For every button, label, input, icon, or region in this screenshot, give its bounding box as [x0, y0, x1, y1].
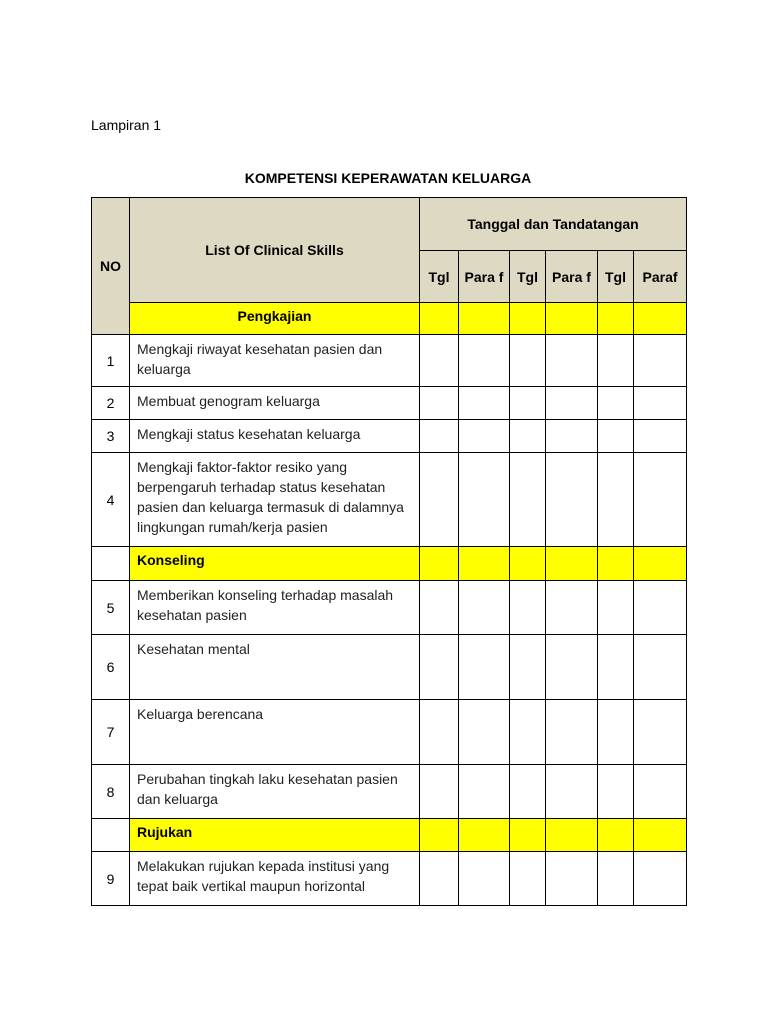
document-title: KOMPETENSI KEPERAWATAN KELUARGA: [244, 170, 532, 186]
signature-cell[interactable]: [510, 420, 546, 453]
signature-cell[interactable]: [598, 819, 634, 852]
signature-cell[interactable]: [598, 765, 634, 819]
signature-cell[interactable]: [634, 453, 687, 547]
section-row-pengkajian: [92, 303, 687, 335]
signature-cell[interactable]: [420, 420, 459, 453]
row-number: 5: [92, 581, 130, 635]
table-row: [92, 852, 687, 906]
signature-cell[interactable]: [546, 635, 598, 700]
signature-cell[interactable]: [420, 547, 459, 581]
section-row-rujukan: [92, 819, 687, 852]
skill-text: Keluarga berencana: [130, 700, 420, 765]
signature-cell[interactable]: [546, 420, 598, 453]
table-row: [92, 581, 687, 635]
signature-cell[interactable]: [634, 765, 687, 819]
signature-cell[interactable]: [598, 303, 634, 335]
signature-cell[interactable]: [598, 700, 634, 765]
section-number-cell: [92, 819, 130, 852]
signature-cell[interactable]: [546, 453, 598, 547]
header-paraf-1: Para f: [459, 251, 510, 303]
signature-cell[interactable]: [420, 335, 459, 387]
signature-cell[interactable]: [634, 819, 687, 852]
header-paraf-2: Para f: [546, 251, 598, 303]
signature-cell[interactable]: [598, 581, 634, 635]
section-label: Pengkajian: [130, 303, 420, 335]
section-row-konseling: [92, 547, 687, 581]
signature-cell[interactable]: [420, 303, 459, 335]
signature-cell[interactable]: [634, 635, 687, 700]
section-label: Konseling: [130, 547, 420, 581]
lampiran-label: Lampiran 1: [91, 117, 162, 133]
row-number: 6: [92, 635, 130, 700]
signature-cell[interactable]: [634, 420, 687, 453]
table-row: [92, 387, 687, 420]
section-number-cell: [92, 547, 130, 581]
signature-cell[interactable]: [420, 819, 459, 852]
table-row: [92, 335, 687, 387]
skill-text: Perubahan tingkah laku kesehatan pasien dan keluarga: [130, 765, 420, 819]
skill-text: Mengkaji riwayat kesehatan pasien dan keluarga: [130, 335, 420, 387]
row-number: 9: [92, 852, 130, 906]
signature-cell[interactable]: [510, 303, 546, 335]
row-number: 3: [92, 420, 130, 453]
signature-cell[interactable]: [598, 852, 634, 906]
signature-cell[interactable]: [459, 581, 510, 635]
signature-cell[interactable]: [510, 635, 546, 700]
signature-cell[interactable]: [459, 335, 510, 387]
skill-text: Memberikan konseling terhadap masalah kesehatan pasien: [130, 581, 420, 635]
signature-cell[interactable]: [459, 765, 510, 819]
header-tgl-2: Tgl: [510, 251, 546, 303]
signature-cell[interactable]: [459, 303, 510, 335]
skill-text: Kesehatan mental: [130, 635, 420, 700]
signature-cell[interactable]: [598, 453, 634, 547]
signature-cell[interactable]: [459, 453, 510, 547]
signature-cell[interactable]: [634, 581, 687, 635]
row-number: 4: [92, 453, 130, 547]
header-date-signature: Tanggal dan Tandatangan: [420, 198, 687, 251]
signature-cell[interactable]: [510, 335, 546, 387]
signature-cell[interactable]: [510, 581, 546, 635]
competency-table: [91, 197, 687, 906]
table-row: [92, 635, 687, 700]
signature-cell[interactable]: [546, 387, 598, 420]
signature-cell[interactable]: [459, 819, 510, 852]
skill-text: Mengkaji status kesehatan keluarga: [130, 420, 420, 453]
signature-cell[interactable]: [634, 547, 687, 581]
signature-cell[interactable]: [459, 635, 510, 700]
skill-text: Mengkaji faktor-faktor resiko yang berpengaruh terhadap status kesehatan pasien dan keluarga termasuk di dalamnya lingkungan rumah/kerja pasien: [130, 453, 420, 547]
signature-cell[interactable]: [546, 303, 598, 335]
header-tgl-1: Tgl: [420, 251, 459, 303]
signature-cell[interactable]: [420, 581, 459, 635]
signature-cell[interactable]: [546, 547, 598, 581]
signature-cell[interactable]: [459, 547, 510, 581]
signature-cell[interactable]: [510, 387, 546, 420]
signature-cell[interactable]: [459, 387, 510, 420]
signature-cell[interactable]: [420, 635, 459, 700]
row-number: 8: [92, 765, 130, 819]
header-tgl-3: Tgl: [598, 251, 634, 303]
signature-cell[interactable]: [420, 453, 459, 547]
signature-cell[interactable]: [598, 335, 634, 387]
row-number: 1: [92, 335, 130, 387]
signature-cell[interactable]: [420, 700, 459, 765]
row-number: 2: [92, 387, 130, 420]
signature-cell[interactable]: [420, 852, 459, 906]
skill-text: Membuat genogram keluarga: [130, 387, 420, 420]
signature-cell[interactable]: [459, 852, 510, 906]
signature-cell[interactable]: [546, 852, 598, 906]
signature-cell[interactable]: [598, 547, 634, 581]
signature-cell[interactable]: [510, 453, 546, 547]
signature-cell[interactable]: [546, 765, 598, 819]
signature-cell[interactable]: [634, 852, 687, 906]
signature-cell[interactable]: [510, 547, 546, 581]
signature-cell[interactable]: [546, 581, 598, 635]
header-paraf-3: Paraf: [634, 251, 687, 303]
signature-cell[interactable]: [546, 819, 598, 852]
signature-cell[interactable]: [459, 700, 510, 765]
header-skills: List Of Clinical Skills: [130, 198, 420, 303]
signature-cell[interactable]: [420, 387, 459, 420]
table-row: [92, 765, 687, 819]
header-no: NO: [92, 198, 130, 335]
signature-cell[interactable]: [546, 700, 598, 765]
table-row: [92, 420, 687, 453]
signature-cell[interactable]: [510, 700, 546, 765]
signature-cell[interactable]: [634, 700, 687, 765]
signature-cell[interactable]: [510, 852, 546, 906]
table-row: [92, 700, 687, 765]
signature-cell[interactable]: [598, 635, 634, 700]
signature-cell[interactable]: [634, 387, 687, 420]
signature-cell[interactable]: [420, 765, 459, 819]
table-row: [92, 453, 687, 547]
signature-cell[interactable]: [598, 387, 634, 420]
signature-cell[interactable]: [510, 819, 546, 852]
signature-cell[interactable]: [510, 765, 546, 819]
signature-cell[interactable]: [546, 335, 598, 387]
row-number: 7: [92, 700, 130, 765]
section-label: Rujukan: [130, 819, 420, 852]
signature-cell[interactable]: [634, 303, 687, 335]
signature-cell[interactable]: [598, 420, 634, 453]
signature-cell[interactable]: [459, 420, 510, 453]
signature-cell[interactable]: [634, 335, 687, 387]
skill-text: Melakukan rujukan kepada institusi yang tepat baik vertikal maupun horizontal: [130, 852, 420, 906]
